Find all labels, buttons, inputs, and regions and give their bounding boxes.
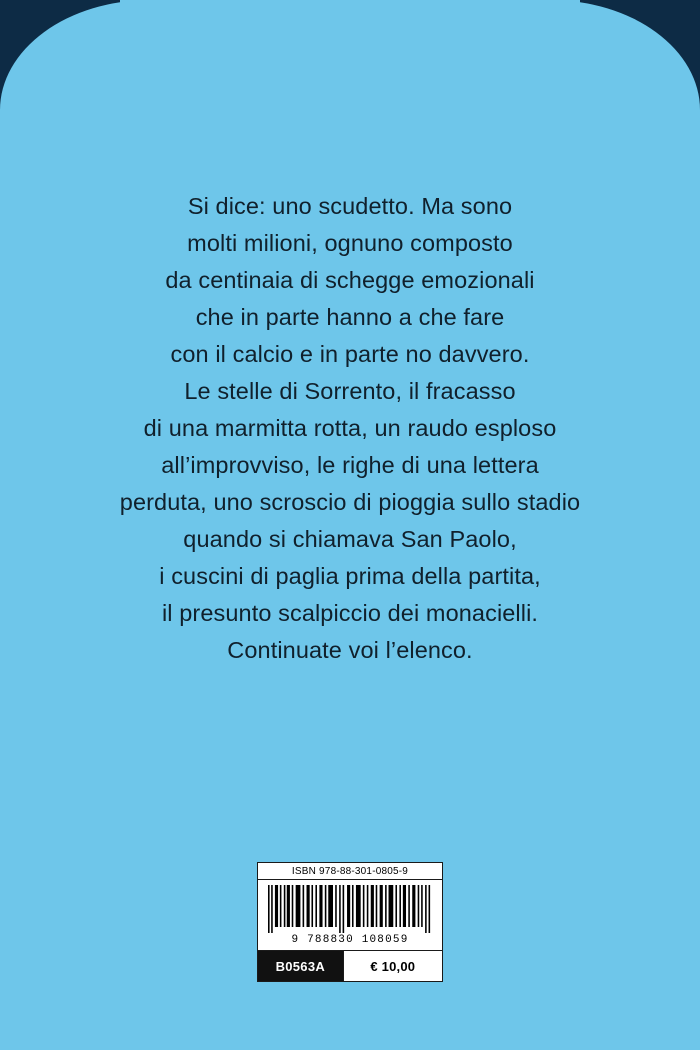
blurb-line: Si dice: uno scudetto. Ma sono xyxy=(187,193,513,219)
price-label: € 10,00 xyxy=(343,951,442,981)
blurb-line: Continuate voi l’elenco. xyxy=(227,637,473,663)
blurb-text xyxy=(0,188,700,669)
blurb-line: quando si chiamava San Paolo, xyxy=(183,526,517,552)
blurb-line: di una marmitta rotta, un raudo esploso xyxy=(143,415,557,441)
barcode-price-row xyxy=(258,951,442,981)
barcode-digits: 9 788830 108059 xyxy=(258,933,442,951)
barcode-block xyxy=(257,862,443,982)
blurb-line: che in parte hanno a che fare xyxy=(195,304,505,330)
blurb-line: da centinaia di schegge emozionali xyxy=(165,267,535,293)
barcode-bars-container xyxy=(258,880,442,933)
blurb-line: il presunto scalpiccio dei monacielli. xyxy=(161,600,539,626)
blurb-line: con il calcio e in parte no davvero. xyxy=(170,341,530,367)
barcode-bars-icon xyxy=(268,885,432,933)
product-code: B0563A xyxy=(258,951,343,981)
blurb-line: Le stelle di Sorrento, il fracasso xyxy=(184,378,516,404)
blurb-line: i cuscini di paglia prima della partita, xyxy=(159,563,541,589)
blurb-line: perduta, uno scroscio di pioggia sullo stadio xyxy=(119,489,581,515)
blurb-line: molti milioni, ognuno composto xyxy=(187,230,513,256)
isbn-label: ISBN 978-88-301-0805-9 xyxy=(258,863,442,880)
blurb-line: all’improvviso, le righe di una lettera xyxy=(161,452,539,478)
